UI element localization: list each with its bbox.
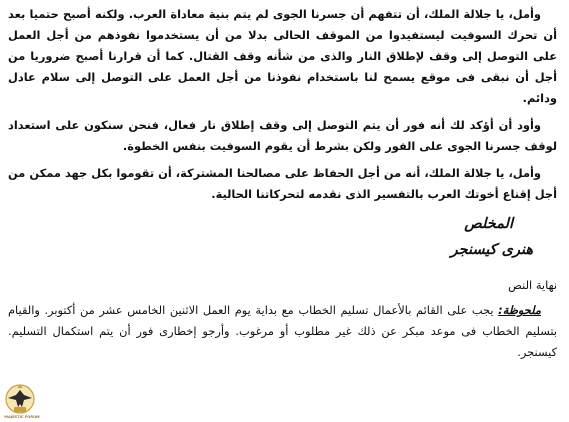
watermark-text: MAJESTIC FORUM — [4, 415, 40, 419]
paragraph-common-interests: وأمل، يا جلالة الملك، أنه من أجل الحفاظ على مصالحنا المشتركة، أن تقوموا بكل جهد ممكن من أجل إقناع أخوتك العرب بالتفسير الذى نقدمه لتحركاتنا الحالية. — [8, 166, 557, 201]
signature-name: هنرى كيسنجر — [450, 241, 533, 258]
document-page — [8, 4, 557, 418]
note-label: ملحوظة: — [498, 303, 541, 317]
delivery-note — [8, 300, 557, 363]
closing-salutation: المخلص — [464, 215, 513, 232]
end-of-text-label: نهاية النص — [508, 278, 557, 292]
eagle-icon — [2, 383, 38, 417]
forum-seal-icon — [2, 383, 38, 419]
paragraph-airlift: وأمل، يا جلالة الملك، أن تتفهم أن جسرنا الجوى لم يتم بنية معاداة العرب. ولكنه أصبح حتميا بعد أن تحرك السوفيت ليستفيدوا من الموقف الحالى بدلا من أن يستخدموا نفوذهم من أجل العمل على التوصل إلى وقف لإطلاق النار والذى من شأنه وقف القتال. كما أن قرارنا أصبح ضروريا من أجل أن نبقى فى موقع يسمح لنا باستخدام نفوذنا من أجل العمل على التوصل إلى سلام عادل ودائم. — [8, 7, 557, 105]
note-text: يجب على القائم بالأعمال تسليم الخطاب مع بداية يوم العمل الاثنين الخامس عشر من أكتوبر. والقيام بتسليم الخطاب فى موعد مبكر عن ذلك غير مطلوب أو مرغوب. وأرجو إخطارى فور أن يتم استكمال التسليم. كيسنجر. — [8, 303, 557, 359]
paragraph-ceasefire: وأود أن أؤكد لك أنه فور أن يتم التوصل إلى وقف إطلاق نار فعال، فنحن سنكون على استعداد لوقف جسرنا الجوى على الفور ولكن بشرط أن يقوم السوفيت بنفس الخطوة. — [8, 118, 557, 153]
